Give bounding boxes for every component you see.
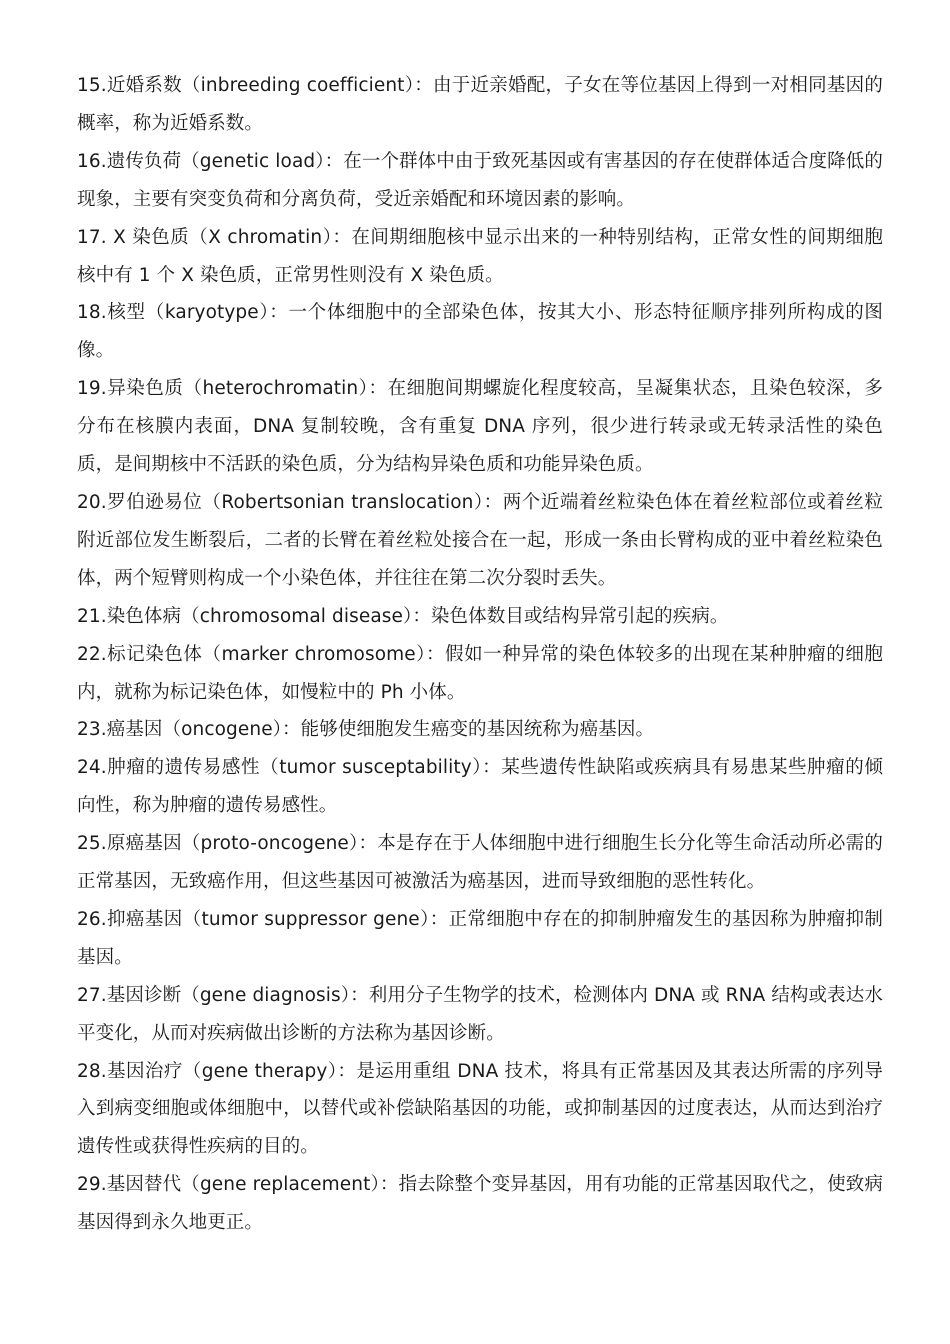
glossary-entry-26: 26.抑癌基因（tumor suppressor gene）：正常细胞中存在的抑制肿瘤发生的基因称为肿瘤抑制基因。 [77, 908, 883, 968]
glossary-entry-24: 24.肿瘤的遗传易感性（tumor susceptability）：某些遗传性缺陷或疾病具有易患某些肿瘤的倾向性，称为肿瘤的遗传易感性。 [77, 757, 883, 817]
glossary-entry-25: 25.原癌基因（proto-oncogene）：本是存在于人体细胞中进行细胞生长分化等生命活动所必需的正常基因，无致癌作用，但这些基因可被激活为癌基因，进而导致细胞的恶性转化。 [77, 833, 883, 893]
glossary-entry-22: 22.标记染色体（marker chromosome）：假如一种异常的染色体较多的出现在某种肿瘤的细胞内，就称为标记染色体，如慢粒中的 Ph 小体。 [77, 643, 883, 703]
glossary-entry-28: 28.基因治疗（gene therapy）：是运用重组 DNA 技术，将具有正常基因及其表达所需的序列导入到病变细胞或体细胞中，以替代或补偿缺陷基因的功能，或抑制基因的过度表达，从而达到治疗遗传性或获得性疾病的目的。 [77, 1060, 883, 1158]
glossary-entry-19: 19.异染色质（heterochromatin）：在细胞间期螺旋化程度较高，呈凝集状态，且染色较深，多分布在核膜内表面，DNA 复制较晚，含有重复 DNA 序列，很少进行转录或无转录活性的染色质，是间期核中不活跃的染色质，分为结构异染色质和功能异染色质。 [77, 378, 883, 476]
glossary-entry-27: 27.基因诊断（gene diagnosis）：利用分子生物学的技术，检测体内 DNA 或 RNA 结构或表达水平变化，从而对疾病做出诊断的方法称为基因诊断。 [77, 984, 883, 1044]
glossary-entry-16: 16.遗传负荷（genetic load）：在一个群体中由于致死基因或有害基因的存在使群体适合度降低的现象，主要有突变负荷和分离负荷，受近亲婚配和环境因素的影响。 [77, 150, 883, 210]
glossary-entry-18: 18.核型（karyotype）：一个体细胞中的全部染色体，按其大小、形态特征顺序排列所构成的图像。 [77, 302, 883, 362]
document-page [77, 67, 883, 1242]
glossary-entry-17: 17. X 染色质（X chromatin）：在间期细胞核中显示出来的一种特别结构，正常女性的间期细胞核中有 1 个 X 染色质，正常男性则没有 X 染色质。 [77, 226, 883, 286]
glossary-entry-15: 15.近婚系数（inbreeding coefficient）：由于近亲婚配，子女在等位基因上得到一对相同基因的概率，称为近婚系数。 [77, 75, 883, 134]
glossary-entry-21: 21.染色体病（chromosomal disease）：染色体数目或结构异常引起的疾病。 [77, 605, 729, 627]
glossary-entry-29: 29.基因替代（gene replacement）：指去除整个变异基因，用有功能的正常基因取代之，使致病基因得到永久地更正。 [77, 1174, 883, 1234]
glossary-entry-20: 20.罗伯逊易位（Robertsonian translocation）：两个近端着丝粒染色体在着丝粒部位或着丝粒附近部位发生断裂后，二者的长臂在着丝粒处接合在一起，形成一条由长臂构成的亚中着丝粒染色体，两个短臂则构成一个小染色体，并往往在第二次分裂时丢失。 [77, 491, 883, 589]
glossary-entry-23: 23.癌基因（oncogene）：能够使细胞发生癌变的基因统称为癌基因。 [77, 719, 655, 741]
